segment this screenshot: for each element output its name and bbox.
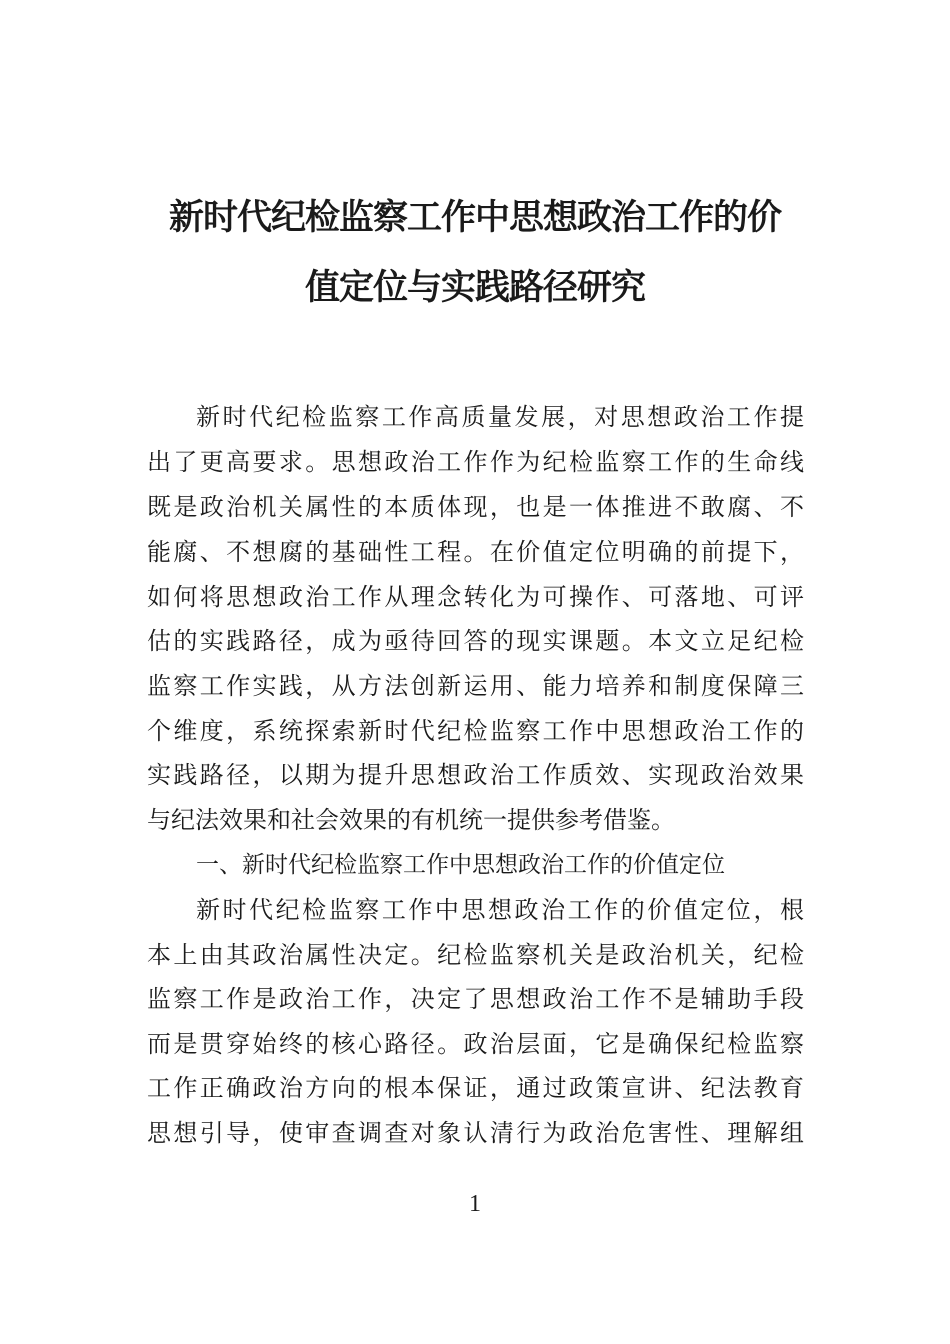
paragraph-line: 新时代纪检监察工作高质量发展，对思想政治工作提: [196, 403, 804, 431]
section-heading: 一、新时代纪检监察工作中思想政治工作的价值定位: [196, 852, 725, 878]
paragraph-line: 实践路径，以期为提升思想政治工作质效、实现政治效果: [147, 761, 804, 789]
paragraph-line: 既是政治机关属性的本质体现，也是一体推进不敢腐、不: [147, 493, 804, 521]
document-title-line-1: 新时代纪检监察工作中思想政治工作的价: [168, 198, 781, 238]
paragraph-line: 监察工作是政治工作，决定了思想政治工作不是辅助手段: [147, 985, 804, 1013]
paragraph-line: 本上由其政治属性决定。纪检监察机关是政治机关，纪检: [147, 941, 804, 969]
paragraph-line: 个维度，系统探索新时代纪检监察工作中思想政治工作的: [147, 717, 804, 745]
paragraph-line: 出了更高要求。思想政治工作作为纪检监察工作的生命线: [147, 448, 804, 476]
document-title-line-2: 值定位与实践路径研究: [304, 268, 645, 308]
paragraph-line: 思想引导，使审查调查对象认清行为政治危害性、理解组: [147, 1119, 804, 1147]
paragraph-line: 工作正确政治方向的根本保证，通过政策宣讲、纪法教育: [147, 1074, 804, 1102]
page-number: 1: [469, 1191, 481, 1217]
paragraph-line: 而是贯穿始终的核心路径。政治层面，它是确保纪检监察: [147, 1030, 804, 1058]
paragraph-line: 新时代纪检监察工作中思想政治工作的价值定位，根: [196, 896, 804, 924]
paragraph-line: 估的实践路径，成为亟待回答的现实课题。本文立足纪检: [147, 627, 804, 655]
paragraph-line: 监察工作实践，从方法创新运用、能力培养和制度保障三: [147, 672, 804, 700]
paragraph-line: 能腐、不想腐的基础性工程。在价值定位明确的前提下，: [147, 538, 804, 566]
paragraph-line: 与纪法效果和社会效果的有机统一提供参考借鉴。: [147, 806, 675, 834]
paragraph-line: 如何将思想政治工作从理念转化为可操作、可落地、可评: [147, 583, 804, 611]
